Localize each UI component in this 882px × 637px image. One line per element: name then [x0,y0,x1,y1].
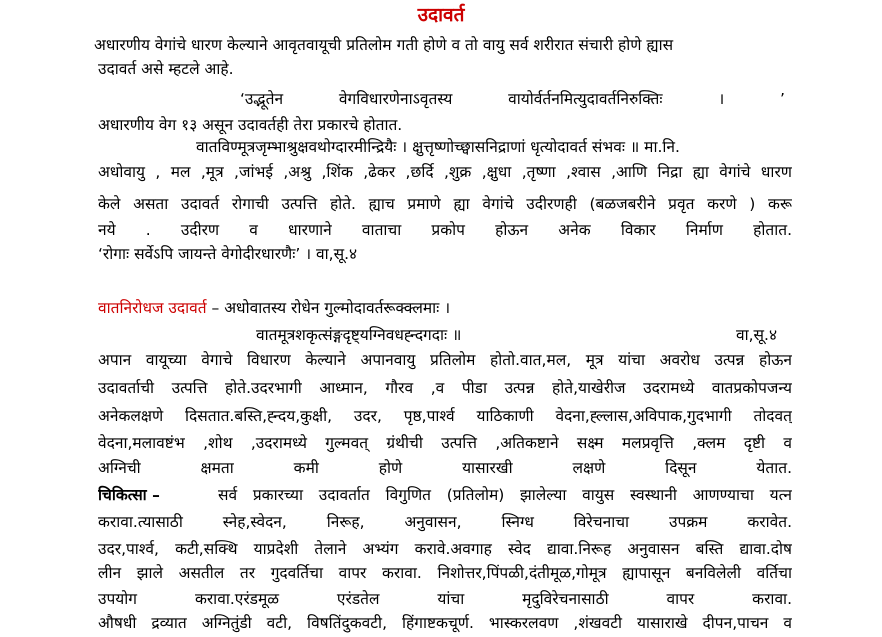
section-heading-verse: – अधोवातस्य रोधेन गुल्मोदावर्तरूक्क्लमाः । [206,299,451,317]
chikitsa-paragraph-line: करावा.त्यासाठी स्नेह,स्वेदन, निरूह, अनुवासन, स्निग्ध विरेचनाचा उपक्रम करावेत. [98,513,792,531]
chikitsa-paragraph-line: उदर,पार्श्व, कटी,सक्थि याप्रदेशी तेलाने अभ्यंग करावे.अवगाह स्वेद द्यावा.निरूह अनुवासन बस्ति द्यावा.दोष [98,540,792,558]
section-paragraph-line: उदावर्ताची उत्पत्ति होते.उदरभागी आध्मान, गौरव ,व पीडा उत्पन्न होते,याखेरीज उदरामध्ये वातप्रकोपजन्य [98,379,792,397]
paragraph-line: केले असता उदावर्त रोगाची उत्पत्ति होते. ह्याच प्रमाणे ह्या वेगांचे उदीरणही (बळजबरीने प्रवृत करणे ) करू [98,195,792,213]
section-heading-line [98,297,792,319]
paragraph-line: नये . उदीरण व धारणाने वाताचा प्रकोप होऊन अनेक विकार निर्माण होतात. [98,221,792,239]
section-paragraph-line: वेदना,मलावष्टंभ ,शोथ ,उदरामध्ये गुल्मवत् ग्रंथीची उत्पत्ति ,अतिकष्टाने सक्ष्म मलप्रवृत्ति ,क्लम दृष्टी व [98,434,792,452]
verse-line: ‘रोगाः सर्वेऽपि जायन्ते वेगोदीरधारणैः’ । वा,सू.४ [98,245,358,263]
chikitsa-paragraph-line: औषधी द्रव्यात अग्नितुंडी वटी, विषतिंदुकवटी, हिंगाष्टकचूर्ण. भास्करलवण ,शंखवटी यासाराखे दीपन,पाचन व [98,614,792,632]
section-paragraph-line: अपान वायूच्या वेगाचे विधारण केल्याने अपानवायु प्रतिलोम होतो.वात,मल, मूत्र यांचा अवरोध उत्पन्न होऊन [98,351,792,369]
chikitsa-paragraph-line: उपयोग करावा.एरंडमूळ एरंडतेल यांचा मृदुविरेचनासाठी वापर करावा. [98,590,792,608]
section-paragraph-line: अनेकलक्षणे दिसतात.बस्ति,ह्न्दय,कुक्षी, उदर, पृष्ठ,पार्श्व याठिकाणी वेदना,ह्ल्लास,अविपाक,गुदभागी तोदवत् [98,407,792,425]
chikitsa-paragraph-line: लीन झाले असतील तर गुदवर्तिचा वापर करावा. निशोत्तर,पिंपळी,दंतीमूळ,गोमूत्र ह्यापासून बनविलेली वर्तिचा [98,564,792,582]
paragraph-line: अधारणीय वेग १३ असून उदावर्तही तेरा प्रकारचे होतात. [98,116,403,134]
document-title: उदावर्त [417,4,465,26]
verse-line: वातविण्मूत्रजृम्भाश्रुक्षवथोग्दारमीन्द्रियैः । क्षुत्तृष्णोच्छ्वासनिद्राणां धृत्योदावर्त संभवः ॥ मा.नि. [196,138,680,156]
chikitsa-label: चिकित्सा – [98,486,160,504]
section-verse-reference: वा,सू.४ [736,326,778,344]
paragraph-line: अधारणीय वेगांचे धारण केल्याने आवृतवायूची प्रतिलोम गती होणे व तो वायु सर्व शरीरात संचारी होणे ह्यास [94,36,674,54]
verse-line: ‘उद्भूतेन वेगविधारणेनाऽवृतस्य वायोर्वर्तनमित्युदावर्तनिरुक्तिः । ’ [240,90,785,108]
section-heading: वातनिरोधज उदावर्त [98,299,207,317]
chikitsa-first-line: सर्व प्रकारच्या उदावर्तात विगुणित (प्रतिलोम) झालेल्या वायुस स्वस्थानी आणण्याचा यत्न [218,486,792,504]
section-paragraph-line: अग्निची क्षमता कमी होणे यासारखी लक्षणे दिसून येतात. [98,459,792,477]
paragraph-line: अधोवायु , मल ,मूत्र ,जांभई ,अश्रु ,शिंक ,ढेकर ,छर्दि ,शुक्र ,क्षुधा ,तृष्णा ,श्वास ,आणि निद्रा ह्या वेगांचे धारण [98,163,792,181]
section-verse: वातमूत्रशकृत्संङ्गदृष्ट्यग्निवधह्न्दगदाः ॥ [256,326,462,344]
paragraph-line: उदावर्त असे म्हटले आहे. [98,60,234,78]
